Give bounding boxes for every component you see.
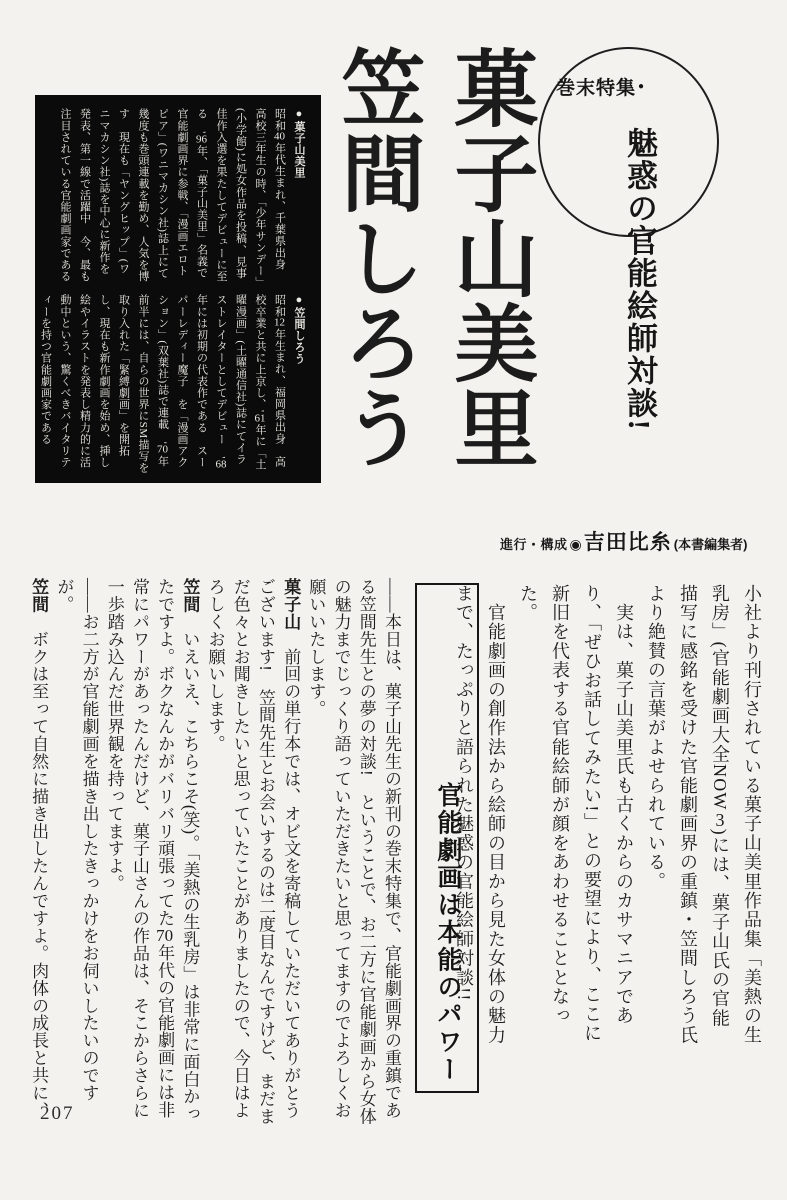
- intro-paragraph: 小社より刊行されている菓子山美里作品集「美熱の生乳房」(官能劇画大全NOW3)には、菓子山氏の官能描写に感銘を受けた官能劇画界の重鎮・笠間しろう氏より絶賛の言葉がよせられている。: [646, 584, 762, 1045]
- interview-turn: [202, 578, 303, 1130]
- interview-turn: [51, 578, 101, 1130]
- credit-note: (本書編集者): [673, 537, 748, 552]
- profile-artist2: [35, 294, 308, 476]
- page-number: 207: [40, 1103, 75, 1124]
- section-heading-box: [415, 583, 479, 1093]
- interview-turn: [303, 578, 404, 1130]
- intro-lead: [448, 584, 768, 1046]
- interview-body: [26, 578, 404, 1130]
- profile-artist2-name: ●笠間しろう: [293, 294, 305, 365]
- interview-turn: [26, 578, 51, 1130]
- intro-paragraph: 実は、菓子山美里氏も古くからのカサマニアであり、「ぜひお話してみたい!」との要望により、ここに新旧を代表する官能絵師が顔をあわせることとなった。: [518, 584, 634, 1043]
- page-title: 菓子山美里 笠間しろう: [329, 45, 535, 470]
- credit-name: 吉田比糸: [583, 531, 672, 554]
- profile-artist1-bio: 昭和40年代生まれ、千葉県出身 高校三年生の時、「少年サンデー」(小学館)に処女作品を投稿、見事佳作入選を果たしてデビューに至る '96年、「菓子山美里」名義で官能劇画界に参戦、「漫画エロトピア」(ワニマカシン社)誌上にて幾度も巻頭連載を勤め、人気を博す 現在も「ヤングヒップ」(ワニマカシン社)誌を中心に新作を発表、第一線で活躍中 今、最も注目されている官能劇画家である: [59, 108, 286, 283]
- speaker-label: 笠間: [29, 578, 49, 613]
- kicker: [556, 73, 645, 100]
- section-heading: 官能劇画は本能のパワー: [434, 781, 461, 1083]
- profile-box: [35, 95, 321, 483]
- credit-line: [500, 526, 747, 556]
- bullet-icon: ●: [638, 81, 646, 92]
- turn-text: ——本日は、菓子山先生の新刊の巻末特集で、官能劇画界の重鎮である笠間先生との夢の対談! ということで、お二方に官能劇画から女体の魅力までじっくり語っていただきたいと思ってますのでよろしくお願いいたします。: [306, 578, 401, 1126]
- speaker-label: 菓子山: [281, 578, 301, 631]
- interview-turn: [102, 578, 203, 1130]
- turn-text: いえいえ、こちらこそ(笑)。「美熱の生乳房」は非常に面白かったですよ。ボクなんかがバリバリ頑張ってた70年代の官能劇画には非常にパワーがあったんだけど、菓子山さんの作品は、そこからさらに一歩踏み込んだ世界観を持ってますよ。: [104, 578, 200, 1123]
- credit-role: 進行・構成: [500, 537, 568, 552]
- kicker-label: 巻末特集: [556, 78, 637, 99]
- turn-text: 前回の単行本では、オビ文を寄稿していただいてありがとうございます! 笠間先生とお会いするのは二度目なんですけど、まだまだ色々とお聞きしたいと思っていたことがありましたので、今日はよろしくお願いします。: [205, 578, 301, 1126]
- fisheye-bullet-icon: ◉: [569, 536, 582, 552]
- speaker-label: 笠間: [180, 578, 200, 613]
- profile-artist2-bio: 昭和12年生まれ、福岡県出身 高校卒業と共に上京し、'61年に「土曜漫画」(土曜通信社)誌にてイラストレイターとしてデビュー '68年には初期の代表作である スーパーレディー魔子 を「漫画アクション」(双葉社)誌で連載 '70年前半には、自らの世界にSM描写を取り入れた「緊縛劇画」を開拓し、現在も新作劇画を始め、挿し絵やイラストを発表し精力的に活動中という、驚くべきバイタリティーを持つ官能劇画家である: [39, 294, 286, 474]
- turn-text: ボクは至って自然に描き出したんですよ。肉体の成長と共に、: [29, 612, 49, 1119]
- turn-text: ——お二方が官能劇画を描き出したきっかけをお伺いしたいのですが。: [54, 578, 99, 1102]
- intro-paragraph: 官能劇画の創作法から絵師の目から見た女体の魅力まで、たっぷりと語られた魅惑の官能絵師対談!!: [454, 584, 506, 1045]
- profile-artist1: [55, 108, 309, 284]
- headline: 魅惑の官能絵師対談!: [622, 127, 657, 432]
- profile-artist1-name: ●菓子山美里: [293, 108, 305, 179]
